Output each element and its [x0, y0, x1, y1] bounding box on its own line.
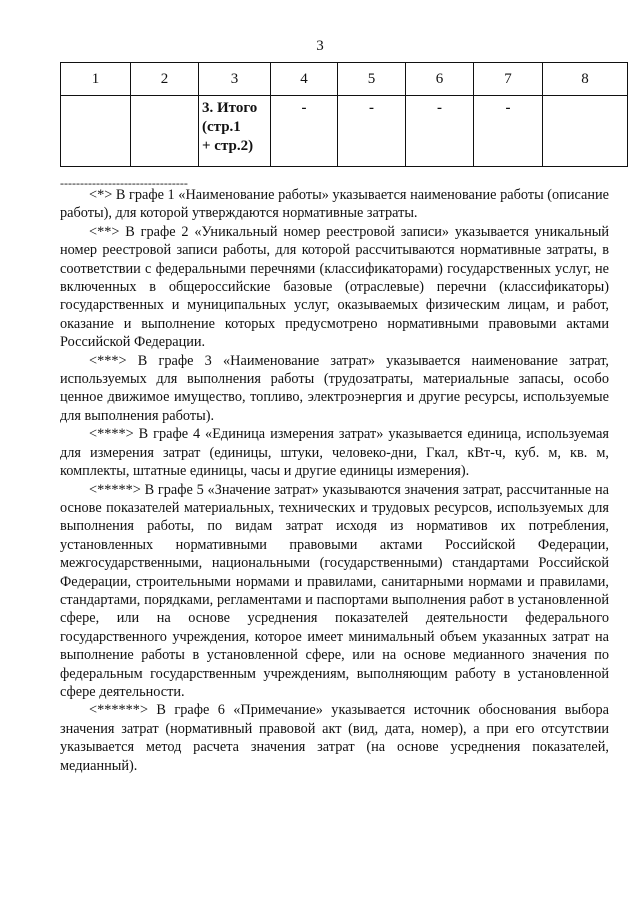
- footnote-separator: --------------------------------: [60, 176, 188, 190]
- footnotes: [60, 186, 609, 775]
- table-cell: -: [338, 96, 406, 167]
- column-header: 7: [474, 63, 543, 96]
- table-cell: -: [406, 96, 474, 167]
- summary-table: [60, 62, 628, 167]
- column-header: 5: [338, 63, 406, 96]
- column-header: 1: [61, 63, 131, 96]
- footnote: <**> В графе 2 «Уникальный номер реестровой записи» указывается уникальный номер реестровой записи работы, для которой рассчитываются нормативные затраты, в соответствии с федеральными перечнями (классификаторами) государственных услуг, не включенных в общероссийские базовые (отраслевые) перечни (классификаторы) государственных и муниципальных услуг, оказываемых физическим лицам, и работ, оказание и выполнение которых предусмотрено нормативными правовыми актами Российской Федерации.: [60, 223, 609, 351]
- footnote: <***> В графе 3 «Наименование затрат» указывается наименование затрат, используемых для выполнения работы (трудозатраты, материальные запасы, особо ценное движимое имущество, топливо, электроэнергия и другие ресурсы, используемые для выполнения работы).: [60, 352, 609, 424]
- column-header: 8: [543, 63, 628, 96]
- column-header: 6: [406, 63, 474, 96]
- column-header: 4: [271, 63, 338, 96]
- footnote: <****> В графе 4 «Единица измерения затрат» указывается единица, используемая для измерения затрат (единицы, штуки, человеко-дни, Гкал, кВт-ч, куб. м, кв. м, комплекты, штатные единицы, часы и другие единицы измерения).: [60, 426, 609, 480]
- footnote: <*> В графе 1 «Наименование работы» указывается наименование работы (описание работы), для которой утверждаются нормативные затраты.: [60, 187, 609, 222]
- table-cell: [61, 96, 131, 167]
- footnote: <*****> В графе 5 «Значение затрат» указываются значения затрат, рассчитанные на основе показателей материальных, технических и трудовых ресурсов, используемых для выполнения работы, по видам затрат исходя из нормативов их потребления, установленных нормативными правовыми актами Российской Федерации, межгосударственными, национальными (государственными) стандартами Российской Федерации, строительными нормами и правилами, санитарными нормами и правилами, стандартами, порядками, регламентами и паспортами выполнения работ в установленной сфере, или на основе усреднения показателей деятельности федерального государственного учреждения, которое имеет минимальный объем указанных затрат на выполнение работы в установленной сфере, или на основе медианного значения по федеральным государственным учреждениям, выполняющим работу в установленной сфере деятельности.: [60, 481, 609, 700]
- table-header-row: [61, 63, 628, 96]
- table-row-total: [61, 96, 628, 167]
- table-cell: -: [271, 96, 338, 167]
- column-header: 3: [199, 63, 271, 96]
- table-cell: [543, 96, 628, 167]
- table-cell: -: [474, 96, 543, 167]
- total-label-cell: 3. Итого (стр.1 + стр.2): [199, 96, 271, 167]
- page-number: 3: [316, 38, 324, 54]
- column-header: 2: [131, 63, 199, 96]
- footnote: <******> В графе 6 «Примечание» указывается источник обоснования выбора значения затрат (нормативный правовой акт (вид, дата, номер), а при его отсутствии указывается метод расчета значения затрат (на основе усреднения показателей, медианный).: [60, 702, 609, 774]
- table-cell: [131, 96, 199, 167]
